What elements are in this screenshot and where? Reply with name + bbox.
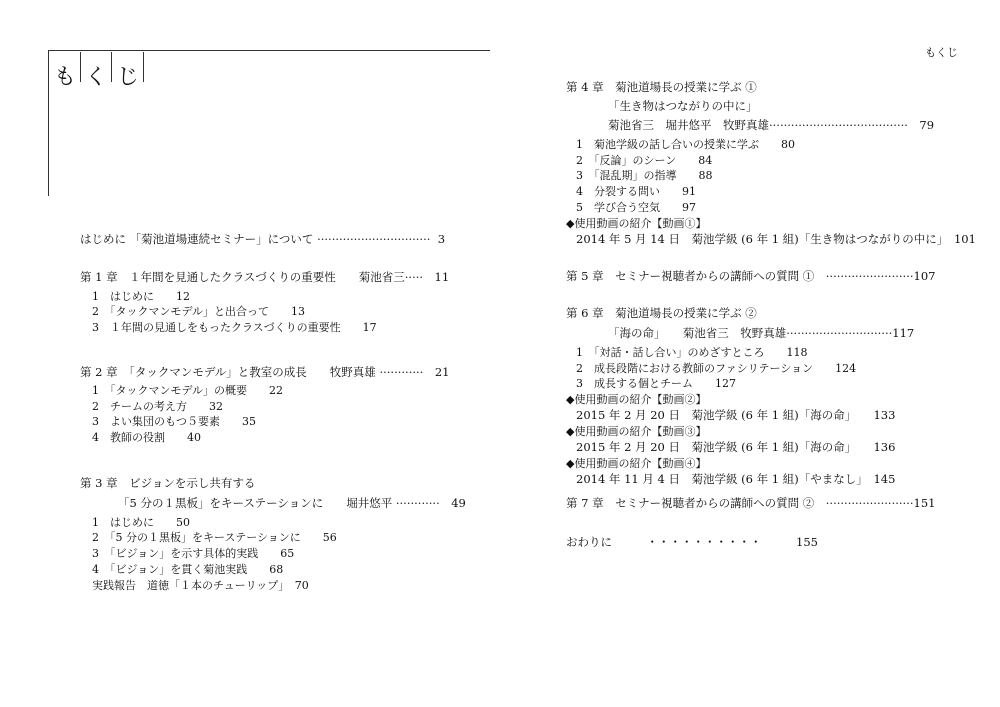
title-divider-2 [111,52,112,82]
toc-chapter-6[interactable]: 第 6 章 菊池道場長の授業に学ぶ ② [566,306,757,320]
toc-item[interactable]: 1 菊池学級の話し合いの授業に学ぶ 80 [576,138,795,151]
toc-item[interactable]: 4 教師の役割 40 [92,431,201,444]
page-title-char-2: く [85,65,108,90]
toc-item[interactable]: 2 「反論」のシーン 84 [576,154,713,167]
toc-chapter-6-subtitle[interactable]: 「海の命」 菊池省三 牧野真雄·····························117 [608,326,915,340]
toc-report[interactable]: 実践報告 道徳「１本のチューリップ」 70 [92,579,309,592]
running-head: もくじ [925,46,958,59]
toc-item[interactable]: 4 分裂する問い 91 [576,185,696,198]
toc-item[interactable]: 3 よい集団のもつ５要素 35 [92,415,256,428]
toc-chapter-3[interactable]: 第 3 章 ビジョンを示し共有する [80,476,256,490]
toc-chapter-5[interactable]: 第 5 章 セミナー視聴者からの講師への質問 ① ························107 [566,269,936,283]
page-title-char-1: も [54,65,77,90]
toc-chapter-3-subtitle[interactable]: 「5 分の１黒板」をキーステーションに 堀井悠平 ············ 49 [118,496,466,510]
title-left-rule [48,50,49,196]
toc-video-detail[interactable]: 2014 年 5 月 14 日 菊池学級 (6 年 1 組)「生き物はつながりの中に」 101 [576,232,976,246]
toc-item[interactable]: 3 成長する個とチーム 127 [576,377,736,390]
toc-video-detail[interactable]: 2015 年 2 月 20 日 菊池学級 (6 年 1 組)「海の命」 136 [576,440,896,454]
toc-item[interactable]: 3 １年間の見通しをもったクラスづくりの重要性 17 [92,321,377,334]
toc-video-label: ◆使用動画の紹介【動画②】 [566,393,707,406]
toc-outro[interactable]: おわりに ・・・・・・・・・・ 155 [566,535,818,549]
title-top-rule [48,50,490,51]
toc-video-detail[interactable]: 2015 年 2 月 20 日 菊池学級 (6 年 1 組)「海の命」 133 [576,408,896,422]
toc-item[interactable]: 2 成長段階における教師のファシリテーション 124 [576,362,857,375]
toc-item[interactable]: 2 「5 分の１黒板」をキーステーションに 56 [92,531,337,544]
title-divider-1 [80,52,81,82]
toc-intro[interactable]: はじめに 「菊池道場連続セミナー」について ······························· 3 [80,232,446,246]
toc-chapter-4[interactable]: 第 4 章 菊池道場長の授業に学ぶ ① [566,80,757,94]
toc-chapter-4-authors[interactable]: 菊池省三 堀井悠平 牧野真雄······································ 79 [608,118,935,132]
toc-video-label: ◆使用動画の紹介【動画③】 [566,425,707,438]
toc-item[interactable]: 1 「タックマンモデル」の概要 22 [92,384,283,397]
toc-chapter-1[interactable]: 第 1 章 １年間を見通したクラスづくりの重要性 菊池省三····· 11 [80,270,450,284]
toc-video-label: ◆使用動画の紹介【動画④】 [566,457,707,470]
toc-video-detail[interactable]: 2014 年 11 月 4 日 菊池学級 (6 年 1 組)「やまなし」 145 [576,472,896,486]
toc-chapter-2[interactable]: 第 2 章 「タックマンモデル」と教室の成長 牧野真雄 ············ 21 [80,365,450,379]
toc-item[interactable]: 2 チームの考え方 32 [92,400,223,413]
toc-item[interactable]: 1 はじめに 12 [92,290,190,303]
toc-item[interactable]: 5 学び合う空気 97 [576,201,696,214]
title-divider-3 [143,52,144,82]
page-title-char-3: じ [117,65,140,90]
toc-chapter-4-subtitle[interactable]: 「生き物はつながりの中に」 [608,99,758,113]
toc-item[interactable]: 2 「タックマンモデル」と出合って 13 [92,305,305,318]
toc-item[interactable]: 3 「ビジョン」を示す具体的実践 65 [92,547,295,560]
toc-item[interactable]: 3 「混乱期」の指導 88 [576,169,713,182]
toc-item[interactable]: 1 「対話・話し合い」のめざすところ 118 [576,346,808,359]
toc-video-label: ◆使用動画の紹介【動画①】 [566,217,707,230]
toc-item[interactable]: 1 はじめに 50 [92,516,190,529]
toc-chapter-7[interactable]: 第 7 章 セミナー視聴者からの講師への質問 ② ························151 [566,496,936,510]
toc-item[interactable]: 4 「ビジョン」を貫く菊池実践 68 [92,563,284,576]
